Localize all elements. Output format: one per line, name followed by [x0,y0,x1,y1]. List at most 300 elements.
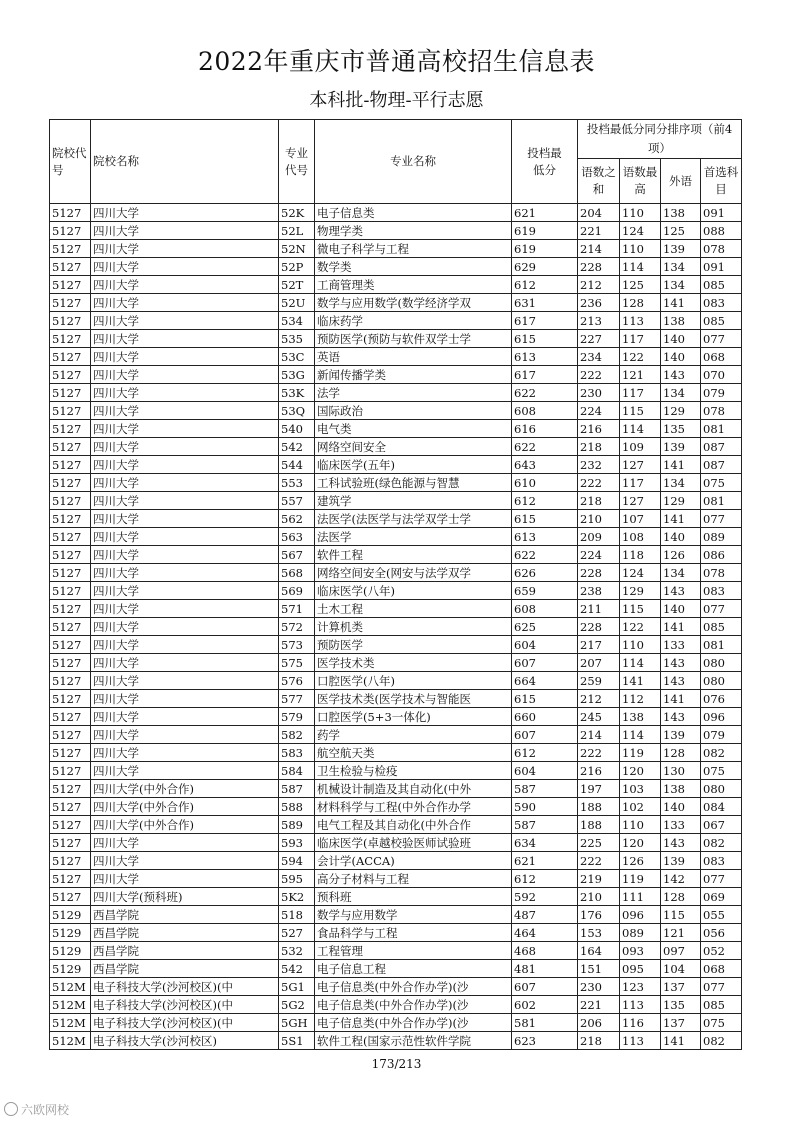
cell-min-score: 613 [512,528,578,546]
table-row [50,1014,742,1032]
cell-major-code: 588 [279,798,315,816]
cell-chinese-math-max: 123 [620,978,661,996]
cell-major-name: 临床药学 [315,312,512,330]
cell-chinese-math-max: 117 [620,384,661,402]
cell-chinese-math-max: 111 [620,888,661,906]
watermark-logo-icon [4,1102,18,1116]
cell-chinese-math-sum: 218 [578,492,620,510]
cell-min-score: 607 [512,654,578,672]
cell-first-subject: 082 [701,744,742,762]
cell-foreign-language: 137 [661,978,701,996]
cell-foreign-language: 138 [661,312,701,330]
cell-major-code: 571 [279,600,315,618]
table-row [50,852,742,870]
cell-min-score: 610 [512,474,578,492]
cell-major-name: 食品科学与工程 [315,924,512,942]
cell-school-name: 四川大学 [91,708,279,726]
cell-chinese-math-sum: 228 [578,564,620,582]
table-row [50,348,742,366]
cell-major-name: 数学类 [315,258,512,276]
cell-chinese-math-sum: 216 [578,420,620,438]
cell-major-name: 电子信息类(中外合作办学)(沙 [315,996,512,1014]
cell-min-score: 587 [512,816,578,834]
cell-major-name: 电子信息工程 [315,960,512,978]
cell-first-subject: 087 [701,438,742,456]
cell-chinese-math-sum: 197 [578,780,620,798]
cell-chinese-math-max: 103 [620,780,661,798]
cell-school-code: 5127 [50,456,91,474]
cell-major-name: 法医学 [315,528,512,546]
cell-major-name: 临床医学(五年) [315,456,512,474]
cell-min-score: 604 [512,636,578,654]
cell-chinese-math-sum: 151 [578,960,620,978]
cell-chinese-math-sum: 214 [578,240,620,258]
cell-chinese-math-max: 116 [620,1014,661,1032]
table-row [50,240,742,258]
header-major-code: 专业代号 [279,120,315,204]
cell-min-score: 592 [512,888,578,906]
table-row [50,312,742,330]
table-row [50,204,742,222]
cell-min-score: 626 [512,564,578,582]
cell-school-name: 四川大学 [91,474,279,492]
cell-min-score: 604 [512,762,578,780]
cell-chinese-math-sum: 164 [578,942,620,960]
table-row [50,780,742,798]
header-major-name: 专业名称 [315,120,512,204]
cell-first-subject: 079 [701,726,742,744]
cell-school-name: 四川大学 [91,258,279,276]
table-row [50,474,742,492]
cell-chinese-math-sum: 204 [578,204,620,222]
cell-foreign-language: 141 [661,618,701,636]
cell-school-code: 5127 [50,438,91,456]
cell-school-code: 512M [50,1032,91,1050]
cell-chinese-math-max: 110 [620,636,661,654]
table-row [50,942,742,960]
cell-major-name: 预科班 [315,888,512,906]
cell-major-name: 电气工程及其自动化(中外合作 [315,816,512,834]
cell-major-code: 562 [279,510,315,528]
table-row [50,564,742,582]
table-row [50,222,742,240]
cell-chinese-math-sum: 228 [578,258,620,276]
cell-major-code: 52P [279,258,315,276]
cell-school-name: 四川大学 [91,294,279,312]
cell-school-code: 5127 [50,276,91,294]
cell-school-name: 四川大学 [91,744,279,762]
cell-major-code: 5GH [279,1014,315,1032]
cell-major-code: 52U [279,294,315,312]
cell-first-subject: 083 [701,582,742,600]
cell-foreign-language: 115 [661,906,701,924]
cell-foreign-language: 139 [661,438,701,456]
cell-major-name: 软件工程(国家示范性软件学院 [315,1032,512,1050]
table-row [50,960,742,978]
table-row [50,492,742,510]
cell-major-name: 软件工程 [315,546,512,564]
cell-foreign-language: 130 [661,762,701,780]
cell-foreign-language: 134 [661,564,701,582]
cell-first-subject: 077 [701,510,742,528]
cell-chinese-math-sum: 188 [578,798,620,816]
cell-chinese-math-sum: 188 [578,816,620,834]
cell-major-code: 52K [279,204,315,222]
cell-min-score: 612 [512,276,578,294]
cell-major-code: 582 [279,726,315,744]
table-row [50,366,742,384]
cell-foreign-language: 143 [661,834,701,852]
cell-first-subject: 069 [701,888,742,906]
cell-school-code: 5127 [50,420,91,438]
header-sub-chinese-math-max: 语数最高 [620,159,661,204]
cell-chinese-math-sum: 245 [578,708,620,726]
cell-first-subject: 076 [701,690,742,708]
cell-major-name: 临床医学(八年) [315,582,512,600]
cell-school-name: 四川大学 [91,492,279,510]
cell-major-code: 567 [279,546,315,564]
cell-school-code: 5127 [50,474,91,492]
cell-school-name: 四川大学 [91,690,279,708]
cell-chinese-math-max: 095 [620,960,661,978]
cell-major-name: 英语 [315,348,512,366]
cell-foreign-language: 140 [661,798,701,816]
cell-major-name: 工科试验班(绿色能源与智慧 [315,474,512,492]
cell-min-score: 622 [512,546,578,564]
cell-major-name: 高分子材料与工程 [315,870,512,888]
cell-foreign-language: 141 [661,1032,701,1050]
cell-first-subject: 085 [701,996,742,1014]
cell-min-score: 612 [512,744,578,762]
cell-first-subject: 080 [701,654,742,672]
cell-chinese-math-max: 114 [620,726,661,744]
cell-first-subject: 077 [701,600,742,618]
table-row [50,258,742,276]
cell-school-name: 四川大学 [91,600,279,618]
cell-chinese-math-max: 127 [620,456,661,474]
cell-min-score: 631 [512,294,578,312]
cell-chinese-math-max: 141 [620,672,661,690]
cell-foreign-language: 126 [661,546,701,564]
header-school-name: 院校名称 [91,120,279,204]
cell-first-subject: 055 [701,906,742,924]
cell-first-subject: 091 [701,258,742,276]
cell-major-code: 553 [279,474,315,492]
cell-chinese-math-max: 115 [620,402,661,420]
cell-min-score: 619 [512,222,578,240]
cell-school-code: 5127 [50,492,91,510]
cell-chinese-math-max: 113 [620,312,661,330]
cell-chinese-math-max: 109 [620,438,661,456]
cell-school-code: 5129 [50,942,91,960]
cell-school-code: 5127 [50,330,91,348]
cell-major-name: 计算机类 [315,618,512,636]
cell-first-subject: 091 [701,204,742,222]
cell-school-code: 5127 [50,402,91,420]
cell-school-name: 电子科技大学(沙河校区)(中 [91,978,279,996]
cell-chinese-math-sum: 224 [578,402,620,420]
cell-school-name: 四川大学(中外合作) [91,816,279,834]
cell-chinese-math-sum: 219 [578,870,620,888]
cell-chinese-math-sum: 216 [578,762,620,780]
cell-school-name: 四川大学 [91,204,279,222]
cell-school-name: 四川大学 [91,240,279,258]
cell-school-name: 四川大学 [91,546,279,564]
cell-school-code: 5127 [50,348,91,366]
cell-chinese-math-sum: 211 [578,600,620,618]
cell-major-code: 52N [279,240,315,258]
cell-chinese-math-sum: 153 [578,924,620,942]
cell-school-code: 5127 [50,888,91,906]
cell-first-subject: 075 [701,474,742,492]
cell-min-score: 615 [512,690,578,708]
cell-major-code: 594 [279,852,315,870]
cell-major-code: 535 [279,330,315,348]
cell-school-name: 四川大学 [91,402,279,420]
cell-foreign-language: 143 [661,708,701,726]
cell-school-name: 四川大学 [91,672,279,690]
cell-school-code: 512M [50,996,91,1014]
cell-chinese-math-sum: 230 [578,978,620,996]
cell-school-name: 四川大学 [91,834,279,852]
cell-school-code: 512M [50,1014,91,1032]
table-row [50,636,742,654]
cell-major-code: 579 [279,708,315,726]
cell-min-score: 464 [512,924,578,942]
cell-major-name: 物理学类 [315,222,512,240]
cell-school-name: 四川大学 [91,366,279,384]
cell-chinese-math-max: 113 [620,1032,661,1050]
cell-first-subject: 081 [701,636,742,654]
cell-major-code: 589 [279,816,315,834]
cell-chinese-math-max: 089 [620,924,661,942]
cell-min-score: 623 [512,1032,578,1050]
cell-min-score: 629 [512,258,578,276]
cell-first-subject: 084 [701,798,742,816]
table-row [50,294,742,312]
cell-chinese-math-max: 110 [620,816,661,834]
table-row [50,690,742,708]
cell-first-subject: 080 [701,672,742,690]
cell-chinese-math-max: 102 [620,798,661,816]
cell-first-subject: 078 [701,564,742,582]
cell-chinese-math-sum: 212 [578,690,620,708]
cell-school-name: 四川大学 [91,852,279,870]
cell-school-code: 5127 [50,384,91,402]
cell-major-code: 576 [279,672,315,690]
cell-school-code: 5127 [50,870,91,888]
header-tie-group: 投档最低分同分排序项（前4项） [578,120,742,159]
cell-first-subject: 089 [701,528,742,546]
cell-major-code: 542 [279,438,315,456]
cell-chinese-math-sum: 230 [578,384,620,402]
cell-min-score: 617 [512,312,578,330]
cell-chinese-math-sum: 234 [578,348,620,366]
cell-foreign-language: 139 [661,240,701,258]
cell-min-score: 487 [512,906,578,924]
cell-major-name: 法医学(法医学与法学双学士学 [315,510,512,528]
cell-chinese-math-sum: 217 [578,636,620,654]
cell-first-subject: 081 [701,420,742,438]
cell-chinese-math-sum: 222 [578,474,620,492]
cell-chinese-math-max: 138 [620,708,661,726]
table-row [50,870,742,888]
cell-school-name: 西昌学院 [91,942,279,960]
cell-min-score: 587 [512,780,578,798]
cell-chinese-math-max: 119 [620,744,661,762]
cell-chinese-math-sum: 210 [578,888,620,906]
cell-school-name: 四川大学 [91,330,279,348]
cell-major-name: 网络空间安全(网安与法学双学 [315,564,512,582]
cell-min-score: 602 [512,996,578,1014]
cell-school-code: 512M [50,978,91,996]
cell-foreign-language: 128 [661,744,701,762]
cell-foreign-language: 143 [661,366,701,384]
cell-major-code: 584 [279,762,315,780]
table-row [50,744,742,762]
cell-chinese-math-max: 107 [620,510,661,528]
table-row [50,798,742,816]
table-row [50,654,742,672]
cell-school-code: 5127 [50,294,91,312]
cell-chinese-math-max: 117 [620,330,661,348]
cell-major-code: 53G [279,366,315,384]
cell-min-score: 615 [512,330,578,348]
cell-school-code: 5127 [50,546,91,564]
cell-first-subject: 080 [701,780,742,798]
cell-foreign-language: 135 [661,996,701,1014]
table-row [50,924,742,942]
cell-major-code: 53C [279,348,315,366]
cell-school-code: 5127 [50,744,91,762]
cell-chinese-math-max: 118 [620,546,661,564]
cell-chinese-math-max: 119 [620,870,661,888]
cell-major-code: 542 [279,960,315,978]
cell-major-code: 593 [279,834,315,852]
cell-foreign-language: 097 [661,942,701,960]
cell-school-code: 5127 [50,672,91,690]
cell-school-code: 5127 [50,618,91,636]
cell-school-code: 5127 [50,204,91,222]
cell-major-code: 544 [279,456,315,474]
table-row [50,978,742,996]
cell-chinese-math-sum: 222 [578,852,620,870]
cell-major-code: 557 [279,492,315,510]
table-row [50,456,742,474]
cell-foreign-language: 137 [661,1014,701,1032]
cell-major-name: 电子信息类 [315,204,512,222]
cell-school-code: 5127 [50,726,91,744]
cell-school-name: 四川大学(预科班) [91,888,279,906]
table-row [50,618,742,636]
cell-chinese-math-sum: 238 [578,582,620,600]
cell-min-score: 643 [512,456,578,474]
page-title: 2022年重庆市普通高校招生信息表 [197,47,596,76]
cell-major-name: 微电子科学与工程 [315,240,512,258]
cell-first-subject: 081 [701,492,742,510]
cell-min-score: 481 [512,960,578,978]
cell-school-name: 四川大学 [91,384,279,402]
cell-major-name: 医学技术类 [315,654,512,672]
cell-foreign-language: 133 [661,636,701,654]
cell-chinese-math-sum: 206 [578,1014,620,1032]
cell-school-name: 西昌学院 [91,924,279,942]
cell-school-code: 5127 [50,366,91,384]
table-row [50,276,742,294]
cell-min-score: 616 [512,420,578,438]
cell-school-code: 5127 [50,222,91,240]
cell-foreign-language: 134 [661,276,701,294]
cell-school-code: 5127 [50,690,91,708]
cell-min-score: 612 [512,492,578,510]
cell-major-code: 52L [279,222,315,240]
cell-school-code: 5127 [50,528,91,546]
cell-first-subject: 085 [701,618,742,636]
cell-chinese-math-sum: 236 [578,294,620,312]
cell-foreign-language: 134 [661,474,701,492]
cell-min-score: 659 [512,582,578,600]
cell-major-code: 527 [279,924,315,942]
cell-foreign-language: 121 [661,924,701,942]
cell-major-code: 5K2 [279,888,315,906]
table-row [50,726,742,744]
cell-school-code: 5127 [50,636,91,654]
cell-major-code: 540 [279,420,315,438]
table-row [50,546,742,564]
cell-chinese-math-sum: 221 [578,222,620,240]
cell-school-name: 四川大学 [91,582,279,600]
admission-table [49,119,742,1050]
cell-school-name: 四川大学 [91,438,279,456]
table-row [50,528,742,546]
cell-foreign-language: 134 [661,258,701,276]
cell-school-code: 5127 [50,600,91,618]
cell-major-code: 5S1 [279,1032,315,1050]
cell-first-subject: 078 [701,240,742,258]
cell-first-subject: 052 [701,942,742,960]
cell-first-subject: 083 [701,294,742,312]
cell-foreign-language: 134 [661,384,701,402]
cell-first-subject: 077 [701,330,742,348]
cell-school-code: 5127 [50,654,91,672]
cell-school-name: 西昌学院 [91,906,279,924]
cell-school-name: 四川大学 [91,726,279,744]
cell-school-code: 5127 [50,708,91,726]
cell-first-subject: 083 [701,852,742,870]
cell-school-name: 四川大学 [91,528,279,546]
page-subtitle: 本科批-物理-平行志愿 [309,90,484,111]
cell-major-name: 机械设计制造及其自动化(中外 [315,780,512,798]
cell-foreign-language: 104 [661,960,701,978]
cell-major-name: 数学与应用数学 [315,906,512,924]
cell-major-code: 563 [279,528,315,546]
cell-school-code: 5127 [50,510,91,528]
cell-major-name: 新闻传播学类 [315,366,512,384]
watermark-text: 六欧网校 [21,1103,70,1117]
cell-chinese-math-max: 124 [620,222,661,240]
header-sub-chinese-math-sum: 语数之和 [578,159,620,204]
cell-school-code: 5127 [50,816,91,834]
table-row [50,996,742,1014]
cell-chinese-math-sum: 225 [578,834,620,852]
cell-chinese-math-sum: 218 [578,1032,620,1050]
cell-school-name: 四川大学 [91,348,279,366]
cell-major-name: 工商管理类 [315,276,512,294]
cell-min-score: 664 [512,672,578,690]
cell-school-name: 四川大学 [91,636,279,654]
cell-school-code: 5127 [50,834,91,852]
cell-school-code: 5127 [50,798,91,816]
